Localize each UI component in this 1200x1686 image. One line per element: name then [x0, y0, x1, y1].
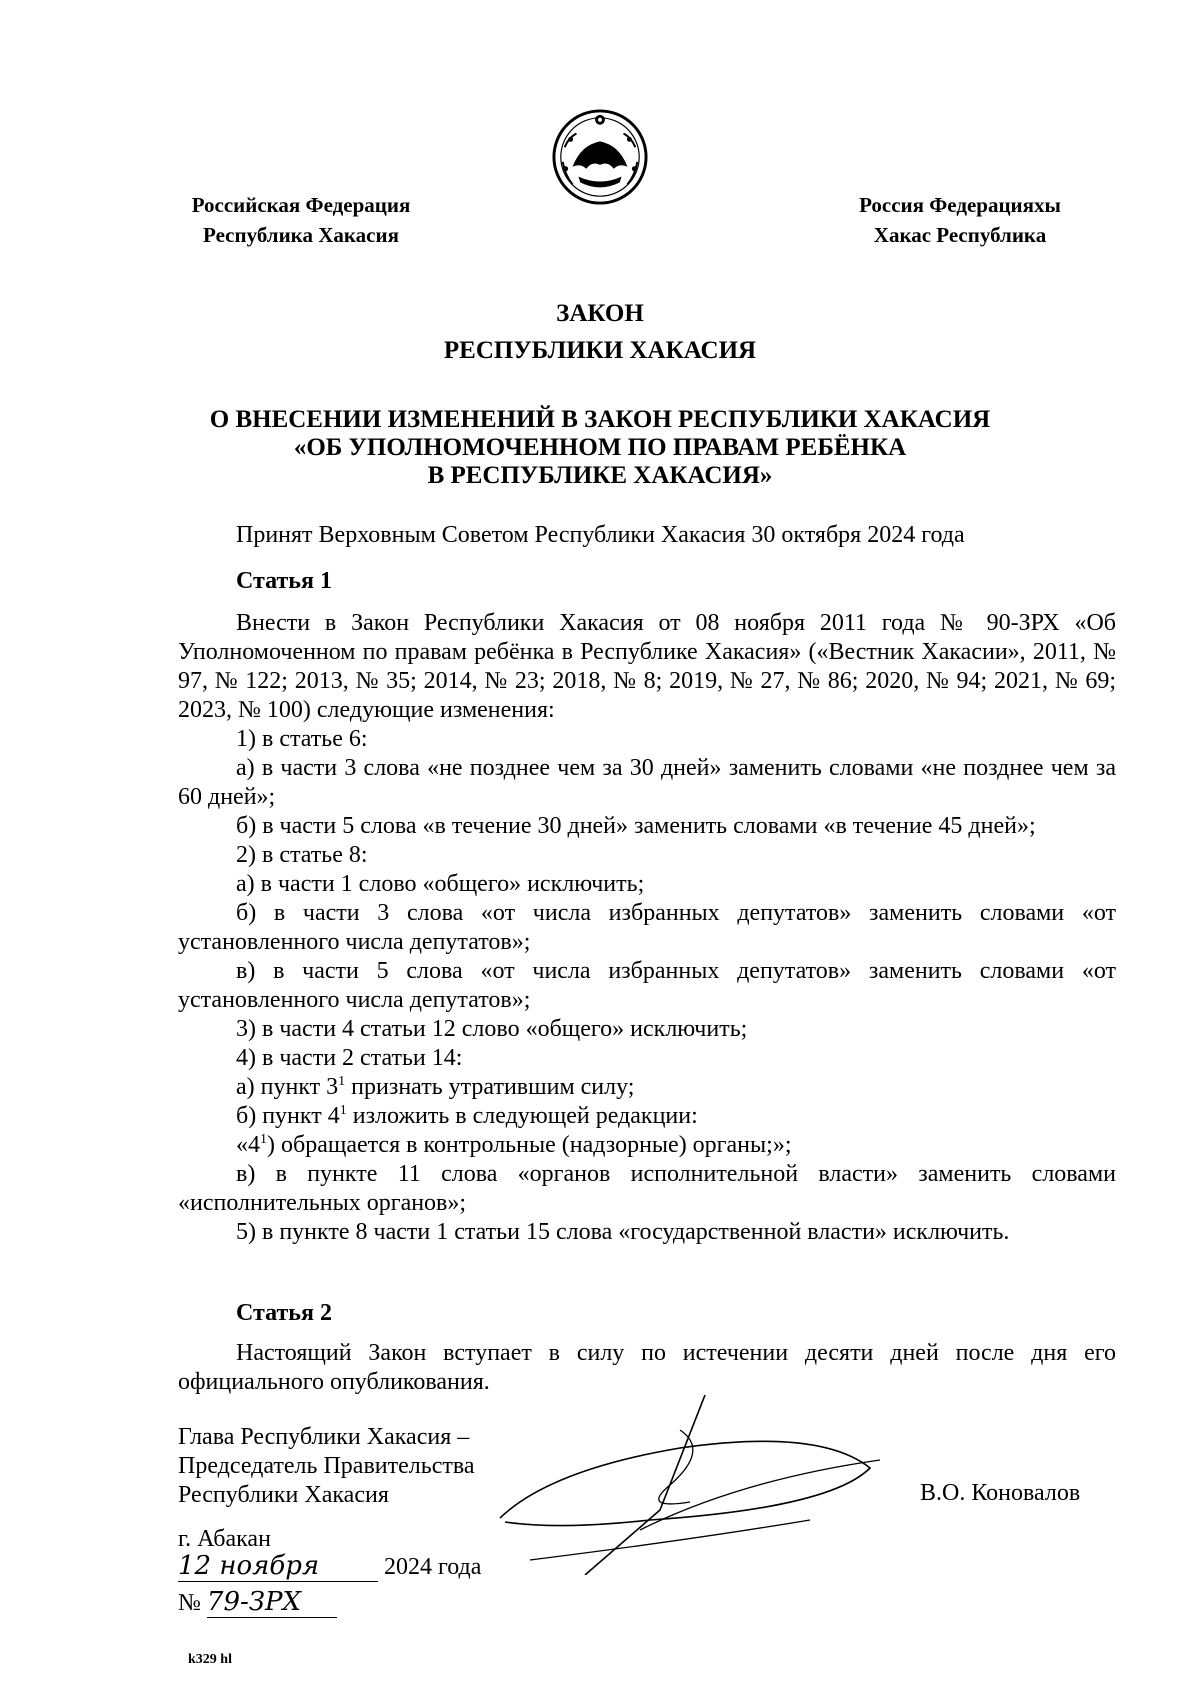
- signatory-name: В.О. Коновалов: [920, 1480, 1081, 1506]
- article1-intro: Внести в Закон Республики Хакасия от 08 ноября 2011 года № 90-ЗРХ «Об Уполномоченном по правам ребёнка в Республике Хакасия» («Вестник Хакасии», 2011, № 97, № 122; 2013, № 35; 2014, № 23; 2018, № 8; 2019, № 27, № 86; 2020, № 94; 2021, № 69; 2023, № 100) следующие изменения:: [178, 610, 1116, 723]
- article1-item5: 5) в пункте 8 части 1 статьи 15 слова «государственной власти» исключить.: [236, 1219, 1010, 1245]
- doc-subtitle-line1: О ВНЕСЕНИИ ИЗМЕНЕНИЙ В ЗАКОН РЕСПУБЛИКИ ХАКАСИЯ: [209, 406, 991, 433]
- handwritten-number: 79-ЗРХ: [207, 1588, 337, 1618]
- item4b-text-post: изложить в следующей редакции:: [346, 1103, 698, 1129]
- header-right-line1: Россия Федерацияхы: [859, 193, 1061, 217]
- header-right-line2: Хакас Республика: [873, 223, 1047, 247]
- article1-item2a: а) в части 1 слово «общего» исключить;: [236, 871, 645, 897]
- doc-title-line2: РЕСПУБЛИКИ ХАКАСИЯ: [443, 337, 757, 364]
- handwritten-date: 12 ноября: [178, 1552, 378, 1582]
- doc-title-line1: ЗАКОН: [556, 300, 644, 327]
- header-left-line2: Республика Хакасия: [203, 223, 399, 247]
- doc-subtitle-line3: В РЕСПУБЛИКЕ ХАКАСИЯ»: [427, 462, 773, 489]
- article1-item4v: в) в пункте 11 слова «органов исполнительной власти» заменить словами «исполнительных органов»;: [178, 1161, 1116, 1216]
- article1-item4: 4) в части 2 статьи 14:: [236, 1045, 463, 1071]
- article1-item4b: [178, 1102, 1116, 1131]
- article1-item1: 1) в статье 6:: [236, 726, 368, 752]
- article1-item3: 3) в части 4 статьи 12 слово «общего» исключить;: [236, 1016, 748, 1042]
- item4b-text: б) пункт 4: [236, 1103, 340, 1129]
- adoption-note: Принят Верховным Советом Республики Хакасия 30 октября 2024 года: [236, 522, 965, 548]
- item4b-quote-sup: 1: [260, 1132, 267, 1147]
- item4b-sup: 1: [339, 1103, 347, 1118]
- doc-subtitle-line2: «ОБ УПОЛНОМОЧЕННОМ ПО ПРАВАМ РЕБЁНКА: [293, 434, 907, 461]
- header-left: [166, 190, 436, 250]
- article1-item1a: а) в части 3 слова «не позднее чем за 30 дней» заменить словами «не позднее чем за 60 дней»;: [178, 755, 1116, 810]
- article1-item2: 2) в статье 8:: [236, 842, 368, 868]
- item4a-text: а) пункт 3: [236, 1074, 339, 1100]
- coat-of-arms-emblem: [551, 108, 649, 206]
- position-line3: Республики Хакасия: [178, 1482, 389, 1508]
- article2-body: [178, 1339, 1116, 1397]
- article2-heading: Статья 2: [236, 1300, 332, 1326]
- law-number: [178, 1588, 337, 1618]
- signatory-position: [178, 1423, 475, 1510]
- place-of-signing: г. Абакан: [178, 1526, 271, 1552]
- article1-item4b-quote: [178, 1131, 1116, 1160]
- article1-item2v: в) в части 5 слова «от числа избранных депутатов» заменить словами «от установленного числа депутатов»;: [178, 958, 1116, 1013]
- document-code: k329 hl: [188, 1652, 232, 1667]
- article1-body: [178, 609, 1116, 1247]
- position-line1: Глава Республики Хакасия –: [178, 1424, 470, 1450]
- item4a-text-post: признать утратившим силу;: [345, 1074, 635, 1100]
- number-prefix: №: [178, 1590, 201, 1616]
- doc-subtitle: [150, 406, 1050, 490]
- article1-item2b: б) в части 3 слова «от числа избранных депутатов» заменить словами «от установленного числа депутатов»;: [178, 900, 1116, 955]
- article1-item4a: [178, 1073, 1116, 1102]
- article1-item1b: б) в части 5 слова «в течение 30 дней» заменить словами «в течение 45 дней»;: [236, 813, 1036, 839]
- header-left-line1: Российская Федерация: [191, 193, 411, 217]
- item4b-quote-text: «4: [236, 1132, 260, 1158]
- article2-text: Настоящий Закон вступает в силу по истечении десяти дней после дня его официального опубликования.: [178, 1340, 1116, 1395]
- handwritten-signature: [490, 1390, 940, 1575]
- article1-heading: Статья 1: [236, 568, 332, 594]
- header-right: [830, 190, 1090, 250]
- item4b-quote-text-post: ) обращается в контрольные (надзорные) органы;»;: [267, 1132, 792, 1158]
- item4a-sup: 1: [338, 1074, 346, 1089]
- date-year: 2024 года: [384, 1554, 482, 1580]
- signing-date: [178, 1552, 481, 1582]
- position-line2: Председатель Правительства: [178, 1453, 475, 1479]
